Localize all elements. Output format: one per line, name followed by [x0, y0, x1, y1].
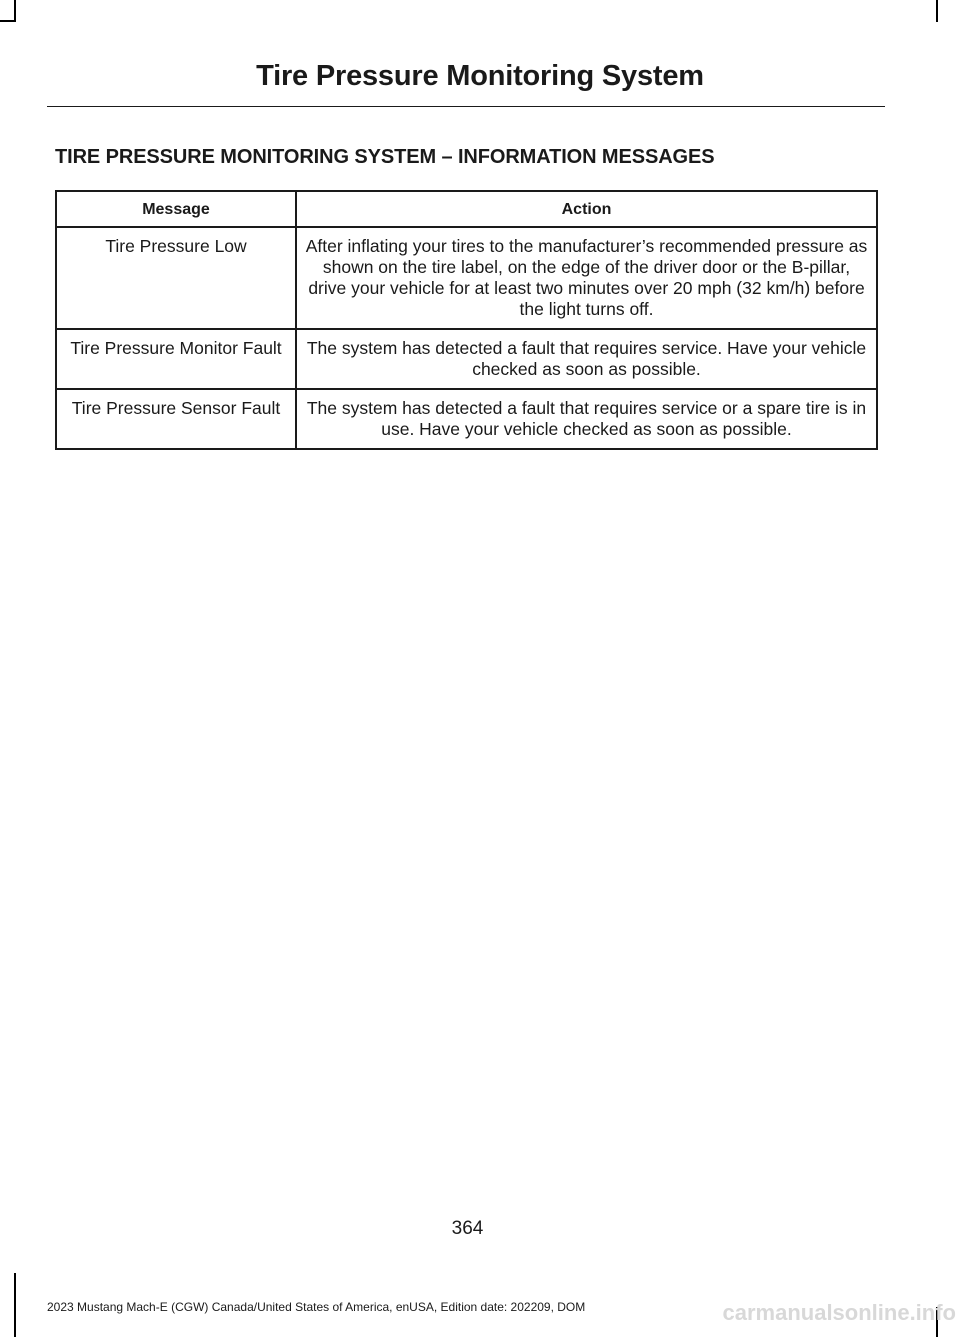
column-header-action: Action — [296, 191, 877, 227]
edition-footer: 2023 Mustang Mach-E (CGW) Canada/United States of America, enUSA, Edition date: 202209, DOM — [47, 1300, 586, 1314]
crop-mark-top-left-horizontal — [0, 20, 16, 22]
message-cell: Tire Pressure Monitor Fault — [56, 329, 296, 389]
message-cell: Tire Pressure Low — [56, 227, 296, 329]
header-divider — [47, 106, 885, 107]
watermark: carmanualsonline.info — [722, 1300, 956, 1325]
page-title: Tire Pressure Monitoring System — [256, 60, 704, 92]
section-heading: TIRE PRESSURE MONITORING SYSTEM – INFORMATION MESSAGES — [55, 146, 715, 168]
action-cell: After inflating your tires to the manufacturer’s recommended pressure as shown on the tire label, on the edge of the driver door or the B-pillar, drive your vehicle for at least two minutes over 20 mph (32 km/h) before the light turns off. — [296, 227, 877, 329]
crop-mark-bottom-left — [14, 1273, 16, 1337]
information-messages-table — [55, 190, 878, 450]
table-row — [56, 389, 877, 449]
column-header-message: Message — [56, 191, 296, 227]
crop-mark-top-left — [14, 0, 16, 22]
action-cell: The system has detected a fault that requires service. Have your vehicle checked as soon as possible. — [296, 329, 877, 389]
table-header-row — [56, 191, 877, 227]
message-cell: Tire Pressure Sensor Fault — [56, 389, 296, 449]
table-row — [56, 329, 877, 389]
table-row — [56, 227, 877, 329]
crop-mark-top-right — [936, 0, 938, 22]
page-number: 364 — [451, 1218, 484, 1239]
action-cell: The system has detected a fault that requires service or a spare tire is in use. Have your vehicle checked as soon as possible. — [296, 389, 877, 449]
